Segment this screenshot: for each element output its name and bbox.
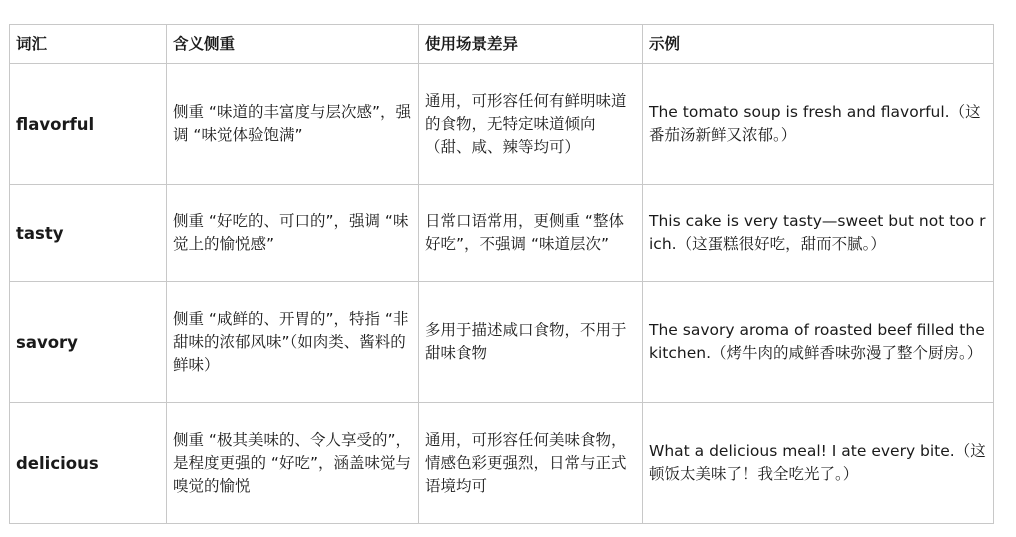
usage-cell: 通用，可形容任何美味食物，情感色彩更强烈，日常与正式语境均可 [419, 403, 643, 524]
table-header-row [10, 25, 994, 64]
example-cell: The savory aroma of roasted beef filled the kitchen.（烤牛肉的咸鲜香味弥漫了整个厨房。） [643, 282, 994, 403]
example-cell: This cake is very tasty—sweet but not too rich.（这蛋糕很好吃，甜而不腻。） [643, 185, 994, 282]
table-row [10, 403, 994, 524]
header-word: 词汇 [10, 25, 167, 64]
word-cell: savory [10, 282, 167, 403]
meaning-cell: 侧重 “咸鲜的、开胃的”，特指 “非甜味的浓郁风味”（如肉类、酱料的鲜味） [167, 282, 419, 403]
word-cell: tasty [10, 185, 167, 282]
header-example: 示例 [643, 25, 994, 64]
table-row [10, 185, 994, 282]
meaning-cell: 侧重 “好吃的、可口的”，强调 “味觉上的愉悦感” [167, 185, 419, 282]
usage-cell: 多用于描述咸口食物，不用于甜味食物 [419, 282, 643, 403]
example-cell: The tomato soup is fresh and flavorful.（这番茄汤新鲜又浓郁。） [643, 64, 994, 185]
table-row [10, 282, 994, 403]
table-row [10, 64, 994, 185]
usage-cell: 通用，可形容任何有鲜明味道的食物，无特定味道倾向（甜、咸、辣等均可） [419, 64, 643, 185]
meaning-cell: 侧重 “极其美味的、令人享受的”，是程度更强的 “好吃”，涵盖味觉与嗅觉的愉悦 [167, 403, 419, 524]
meaning-cell: 侧重 “味道的丰富度与层次感”，强调 “味觉体验饱满” [167, 64, 419, 185]
usage-cell: 日常口语常用，更侧重 “整体好吃”，不强调 “味道层次” [419, 185, 643, 282]
word-cell: flavorful [10, 64, 167, 185]
word-cell: delicious [10, 403, 167, 524]
header-meaning: 含义侧重 [167, 25, 419, 64]
vocabulary-comparison-table [9, 24, 994, 524]
example-cell: What a delicious meal! I ate every bite.（这顿饭太美味了！我全吃光了。） [643, 403, 994, 524]
header-usage: 使用场景差异 [419, 25, 643, 64]
